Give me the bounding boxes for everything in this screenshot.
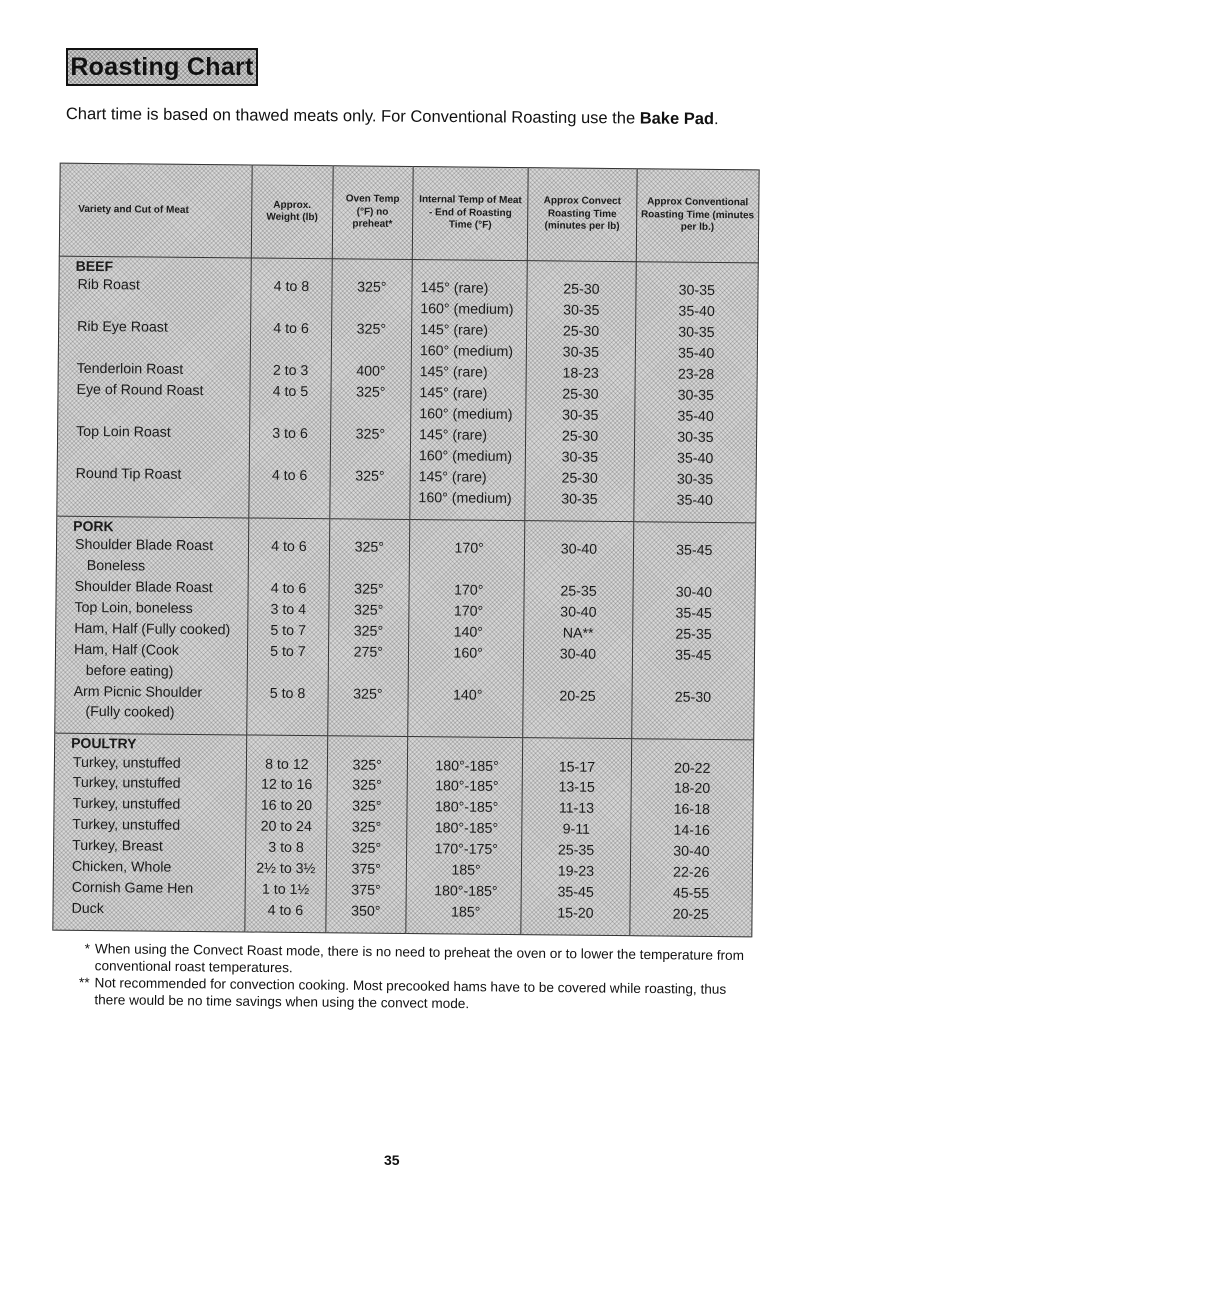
cell-oven-temp: 325° (329, 579, 410, 601)
cell-internal-temp: 185° (406, 902, 522, 924)
section-header-cell (410, 519, 526, 539)
spacer-cell (249, 507, 329, 518)
header-oven-temp: Oven Temp (°F) no preheat* (332, 166, 413, 260)
cell-internal-temp: 170° (409, 601, 525, 623)
cell-convect-time: 30-35 (527, 342, 636, 364)
cell-oven-temp: 350° (326, 901, 407, 923)
cell-conventional-time: 35-40 (634, 406, 757, 428)
cell-conventional-time: 25-35 (632, 624, 755, 646)
footnote-2-mark: ** (78, 975, 90, 991)
cell-internal-temp: 160° (medium) (412, 299, 528, 321)
section-header-cell (247, 735, 328, 754)
section-header-cell (332, 259, 413, 278)
cell-conventional-time: 20-25 (630, 904, 753, 926)
cell-internal-temp: 180°-185° (406, 881, 522, 903)
footnote-2-text: Not recommended for convection cooking. Most precooked hams have to be covered while roasting, thus there would be no time savings when using the convect mode. (94, 975, 727, 1012)
cell-convect-time: 25-30 (526, 384, 635, 406)
cell-internal-temp: 145° (rare) (411, 362, 527, 384)
cell-weight: 4 to 6 (248, 578, 329, 600)
cell-convect-time: 25-30 (525, 468, 634, 490)
cell-variety: Shoulder Blade Roast (56, 534, 248, 557)
cell-conventional-time: 35-40 (634, 448, 757, 470)
intro-text (66, 104, 766, 129)
cell-oven-temp: 325° (327, 797, 408, 819)
cell-variety (58, 338, 250, 361)
cell-convect-time: 15-17 (523, 756, 632, 778)
section-header-cell (327, 736, 408, 755)
cell-convect-time: 30-40 (524, 602, 633, 624)
cell-weight: 16 to 20 (246, 796, 327, 818)
cell-weight: 2 to 3 (250, 360, 331, 382)
cell-convect-time: 25-30 (526, 426, 635, 448)
cell-conventional-time (633, 561, 756, 583)
cell-internal-temp: 180°-185° (407, 797, 523, 819)
cell-internal-temp: 145° (rare) (411, 383, 527, 405)
cell-conventional-time: 22-26 (630, 862, 753, 884)
cell-internal-temp: 160° (medium) (411, 404, 527, 426)
cell-internal-temp: 145° (rare) (410, 425, 526, 447)
cell-convect-time: 15-20 (521, 903, 630, 925)
cell-internal-temp: 170° (409, 538, 525, 560)
cell-internal-temp (408, 705, 524, 727)
cell-variety: Eye of Round Roast (58, 380, 250, 403)
cell-convect-time (523, 706, 632, 728)
cell-internal-temp: 145° (rare) (412, 278, 528, 300)
cell-variety: Tenderloin Roast (58, 359, 250, 382)
cell-weight: 4 to 6 (249, 536, 330, 558)
section-header-cell (412, 260, 528, 280)
cell-oven-temp: 325° (331, 319, 412, 341)
cell-internal-temp (408, 663, 524, 685)
cell-internal-temp: 145° (rare) (411, 320, 527, 342)
cell-conventional-time: 23-28 (635, 364, 758, 386)
spacer-cell (327, 726, 407, 737)
cell-variety: Top Loin, boneless (56, 597, 248, 620)
header-weight: Approx. Weight (lb) (252, 165, 333, 259)
cell-conventional-time: 30-35 (634, 427, 757, 449)
cell-conventional-time: 30-40 (633, 582, 756, 604)
section-label-pork: PORK (57, 516, 249, 536)
cell-oven-temp: 325° (327, 755, 408, 777)
cell-oven-temp (331, 340, 412, 362)
cell-conventional-time: 14-16 (630, 820, 753, 842)
cell-weight (248, 557, 329, 579)
spacer-cell (406, 923, 521, 935)
cell-weight (251, 339, 332, 361)
cell-convect-time: 30-35 (526, 447, 635, 469)
cell-variety (57, 442, 249, 465)
spacer-cell (325, 922, 405, 933)
cell-conventional-time: 30-35 (636, 280, 759, 302)
cell-weight: 12 to 16 (246, 775, 327, 797)
cell-internal-temp: 160° (408, 642, 524, 664)
cell-internal-temp: 180°-185° (407, 776, 523, 798)
cell-convect-time: 30-35 (527, 300, 636, 322)
cell-variety: Cornish Game Hen (53, 878, 245, 901)
cell-variety: Rib Eye Roast (59, 317, 251, 340)
intro-period: . (713, 110, 719, 129)
cell-conventional-time: 16-18 (631, 799, 754, 821)
cell-variety (57, 484, 249, 507)
cell-weight: 5 to 7 (248, 641, 329, 663)
cell-weight: 3 to 6 (250, 423, 331, 445)
cell-convect-time: 30-40 (525, 539, 634, 561)
cell-convect-time: 30-35 (526, 405, 635, 427)
cell-weight: 3 to 8 (246, 838, 327, 860)
section-header-cell (249, 518, 330, 537)
roasting-chart-title-box (66, 48, 258, 86)
section-header-cell (251, 258, 332, 277)
cell-internal-temp: 185° (406, 860, 522, 882)
cell-weight (247, 704, 328, 726)
cell-variety: Ham, Half (Fully cooked) (56, 618, 248, 641)
cell-variety (58, 400, 250, 423)
cell-oven-temp: 375° (326, 859, 407, 881)
header-conventional-time: Approx Conventional Roasting Time (minutes per lb.) (636, 169, 759, 263)
cell-conventional-time: 35-45 (632, 603, 755, 625)
spacer-cell (245, 921, 325, 932)
cell-conventional-time: 20-22 (631, 758, 754, 780)
spacer-cell (629, 925, 751, 937)
cell-conventional-time: 35-40 (635, 343, 758, 365)
cell-variety: Round Tip Roast (57, 463, 249, 486)
cell-variety: Chicken, Whole (53, 857, 245, 880)
cell-variety: Turkey, unstuffed (54, 773, 246, 796)
header-variety: Variety and Cut of Meat (59, 163, 252, 258)
section-header-cell (633, 521, 756, 541)
cell-oven-temp (329, 487, 410, 509)
footnote-1-text: When using the Convect Roast mode, there is no need to preheat the oven or to lower the temperature from conventional roast temperatures. (94, 941, 745, 976)
cell-variety: Rib Roast (59, 275, 251, 298)
cell-oven-temp: 325° (328, 684, 409, 706)
cell-convect-time: 20-25 (523, 685, 632, 707)
spacer-cell (53, 920, 245, 932)
cell-conventional-time: 35-45 (633, 540, 756, 562)
cell-weight: 5 to 8 (247, 683, 328, 705)
section-header-cell (527, 261, 636, 281)
cell-oven-temp: 375° (326, 880, 407, 902)
cell-variety: Turkey, unstuffed (54, 815, 246, 838)
cell-conventional-time: 45-55 (630, 883, 753, 905)
cell-internal-temp: 170° (409, 580, 525, 602)
cell-conventional-time: 35-40 (635, 301, 758, 323)
cell-weight (250, 402, 331, 424)
page-title: Roasting Chart (70, 52, 254, 81)
cell-variety: Turkey, Breast (54, 836, 246, 859)
cell-weight: 2½ to 3½ (246, 859, 327, 881)
cell-oven-temp: 325° (330, 466, 411, 488)
cell-weight: 5 to 7 (248, 620, 329, 642)
cell-oven-temp: 325° (326, 817, 407, 839)
cell-conventional-time: 35-45 (632, 645, 755, 667)
footnote-1-mark: * (84, 941, 90, 957)
section-label-poultry: POULTRY (55, 733, 247, 753)
cell-internal-temp: 160° (medium) (410, 488, 526, 510)
section-header-cell (407, 737, 523, 757)
cell-oven-temp: 325° (331, 382, 412, 404)
cell-convect-time: 18-23 (526, 363, 635, 385)
cell-internal-temp: 145° (rare) (410, 467, 526, 489)
cell-variety: Top Loin Roast (58, 421, 250, 444)
cell-weight: 4 to 8 (251, 277, 332, 299)
cell-variety (59, 296, 251, 319)
cell-convect-time (524, 665, 633, 687)
cell-variety: Boneless (56, 555, 248, 578)
cell-weight: 1 to 1½ (245, 880, 326, 902)
cell-convect-time: 25-35 (522, 840, 631, 862)
cell-convect-time: 19-23 (522, 861, 631, 883)
cell-variety: before eating) (55, 660, 247, 683)
cell-convect-time: 13-15 (522, 777, 631, 799)
cell-internal-temp: 180°-185° (407, 755, 523, 777)
intro-sentence: Chart time is based on thawed meats only. For Conventional Roasting use the (65, 104, 640, 128)
cell-convect-time: 30-35 (525, 489, 634, 511)
cell-convect-time: 25-35 (524, 581, 633, 603)
cell-oven-temp (329, 558, 410, 580)
cell-conventional-time: 25-30 (632, 687, 755, 709)
spacer-cell (521, 924, 629, 936)
cell-weight: 4 to 6 (245, 900, 326, 922)
cell-internal-temp: 170°-175° (406, 839, 522, 861)
cell-convect-time: 35-45 (521, 882, 630, 904)
footnote-2 (73, 974, 753, 1015)
cell-oven-temp: 275° (328, 642, 409, 664)
cell-variety: Arm Picnic Shoulder (55, 681, 247, 704)
cell-internal-temp: 140° (408, 684, 524, 706)
cell-weight: 4 to 5 (250, 381, 331, 403)
cell-convect-time: 25-30 (527, 321, 636, 343)
cell-convect-time (525, 560, 634, 582)
cell-oven-temp (330, 403, 411, 425)
section-header-cell (523, 738, 632, 758)
cell-weight (247, 662, 328, 684)
cell-weight: 20 to 24 (246, 817, 327, 839)
cell-conventional-time: 30-40 (630, 841, 753, 863)
cell-variety: (Fully cooked) (55, 702, 247, 725)
spacer-cell (329, 508, 409, 519)
cell-oven-temp: 325° (328, 621, 409, 643)
header-row (59, 163, 759, 263)
cell-oven-temp: 325° (328, 600, 409, 622)
cell-weight: 4 to 6 (249, 465, 330, 487)
cell-conventional-time (632, 666, 755, 688)
cell-oven-temp (331, 298, 412, 320)
section-header-cell (631, 739, 754, 759)
cell-weight: 8 to 12 (247, 754, 328, 776)
cell-weight (249, 486, 330, 508)
table-body (53, 256, 758, 937)
header-internal-temp: Internal Temp of Meat - End of Roasting Time (°F) (412, 167, 528, 261)
cell-oven-temp: 325° (332, 277, 413, 299)
header-convect-time: Approx Convect Roasting Time (minutes per lb) (528, 168, 637, 262)
cell-oven-temp (330, 445, 411, 467)
cell-convect-time: NA** (524, 623, 633, 645)
cell-conventional-time: 30-35 (635, 322, 758, 344)
section-label-beef: BEEF (59, 256, 251, 276)
cell-conventional-time: 18-20 (631, 778, 754, 800)
cell-weight: 4 to 6 (251, 319, 332, 341)
section-header-cell (329, 518, 410, 537)
cell-oven-temp (327, 705, 408, 727)
cell-variety: Ham, Half (Cook (55, 639, 247, 662)
cell-oven-temp: 400° (331, 361, 412, 383)
section-header-cell (636, 262, 759, 282)
cell-variety: Shoulder Blade Roast (56, 576, 248, 599)
cell-internal-temp: 160° (medium) (411, 341, 527, 363)
spacer-cell (247, 725, 327, 736)
cell-oven-temp: 325° (329, 537, 410, 559)
cell-conventional-time: 30-35 (635, 385, 758, 407)
cell-convect-time: 25-30 (527, 279, 636, 301)
cell-weight (251, 298, 332, 320)
cell-weight: 3 to 4 (248, 599, 329, 621)
cell-conventional-time (631, 707, 754, 729)
cell-weight (250, 444, 331, 466)
cell-conventional-time: 30-35 (634, 469, 757, 491)
cell-internal-temp: 180°-185° (407, 818, 523, 840)
footnotes (73, 940, 754, 1015)
cell-oven-temp: 325° (327, 776, 408, 798)
cell-convect-time: 30-40 (524, 644, 633, 666)
intro-bake-pad: Bake Pad (639, 109, 715, 129)
roasting-table (52, 163, 759, 938)
cell-variety: Duck (53, 899, 245, 922)
cell-oven-temp (328, 663, 409, 685)
cell-internal-temp (409, 559, 525, 581)
cell-variety: Turkey, unstuffed (54, 794, 246, 817)
section-header-cell (525, 520, 634, 540)
page-number: 35 (384, 1152, 400, 1168)
cell-internal-temp: 160° (medium) (410, 446, 526, 468)
cell-variety: Turkey, unstuffed (54, 752, 246, 775)
cell-oven-temp: 325° (330, 424, 411, 446)
cell-conventional-time: 35-40 (634, 490, 757, 512)
cell-convect-time: 9-11 (522, 819, 631, 841)
roasting-table-wrap (52, 163, 759, 938)
cell-internal-temp: 140° (409, 622, 525, 644)
cell-oven-temp: 325° (326, 838, 407, 860)
cell-convect-time: 11-13 (522, 798, 631, 820)
